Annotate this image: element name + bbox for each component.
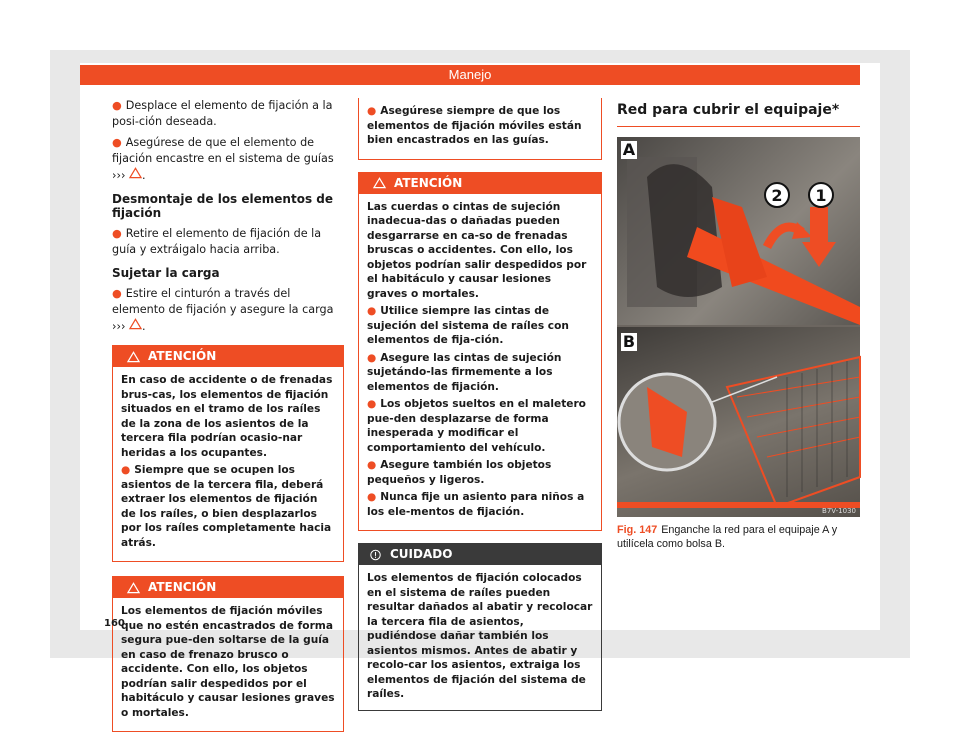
bullet-icon: ● <box>367 459 377 471</box>
page-number: 160 <box>104 618 125 629</box>
column-3 <box>617 98 860 551</box>
bullet-icon: ● <box>112 227 122 240</box>
warning-body: Las cuerdas o cintas de sujeción inadecua-das o dañadas pueden desgarrarse en ca-so de frenadas bruscas o accidentes. Con ello, los objetos podrían salir despedidos por el habitáculo y causar lesiones graves o mortales. ● Utilice siempre las cintas de sujeción del sistema de raíles con elementos de fija-ción. ● Asegure las cintas de sujeción sujetándo-las firmemente a los elementos de fijación. ● Los objetos sueltos en el maletero pue-den desplazarse de forma inesperada y modificar el comportamiento del vehículo. ● Asegure también los objetos pequeños y ligeros. ● Nunca fije un asiento para niños a los ele-mentos de fijación. <box>359 194 601 531</box>
warning-triangle-icon <box>129 318 142 330</box>
warning-continuation <box>358 98 602 160</box>
warning-triangle-icon <box>127 351 140 363</box>
warning-header: ATENCIÓN <box>359 173 601 194</box>
heading-sujetar: Sujetar la carga <box>112 266 220 280</box>
callout-2: 2 <box>771 186 783 205</box>
figure-number: Fig. 147 <box>617 524 658 536</box>
bullet-icon: ● <box>112 99 122 112</box>
bullet-icon: ● <box>112 136 122 149</box>
warning-bullet: ● Asegúrese siempre de que los elementos de fijación móviles están bien encastrados en las guías. <box>367 105 582 146</box>
luggage-net-bag-illustration <box>617 327 860 517</box>
bullet-icon: ● <box>121 464 131 476</box>
figure-panel-b <box>617 327 860 517</box>
bullet-icon: ● <box>367 105 377 117</box>
figure-147 <box>617 137 860 517</box>
bullet-icon: ● <box>367 491 377 503</box>
bullet-icon: ● <box>367 351 377 364</box>
column-2 <box>358 98 602 711</box>
warning-body: Los elementos de fijación móviles que no estén encastrados de forma segura pue-den soltarse de la guía en caso de frenazo brusco o accidente. Con ello, los objetos podrían salir despedidos por el habitáculo y causar lesiones graves o mortales. <box>121 605 335 719</box>
care-body: Los elementos de fijación colocados en el sistema de raíles pueden resultar dañados al abatir y recolocar la tercera fila de asientos, pudiéndose dañar también los asientos mismos. Antes de abatir y recolo-car los asientos, extraiga los elementos de fijación del sistema de raíles. <box>367 572 593 700</box>
warning-triangle-icon <box>129 167 142 179</box>
bullet-paragraph: ● Asegúrese de que el elemento de fijación encastre en el sistema de guías ››› . <box>112 136 334 182</box>
bullet-icon: ● <box>367 398 377 410</box>
info-circle-icon <box>369 549 382 561</box>
warning-box-2 <box>112 576 344 732</box>
warning-header: ATENCIÓN <box>113 346 343 367</box>
care-box <box>358 543 602 711</box>
warning-bullet: ● Asegure también los objetos pequeños y ligeros. <box>367 459 552 486</box>
care-header: CUIDADO <box>359 544 601 565</box>
bullet-paragraph: ● Desplace el elemento de fijación a la posi-ción deseada. <box>112 99 333 128</box>
warning-box-1 <box>112 345 344 562</box>
figure-code: B7V-1030 <box>822 507 856 515</box>
warning-bullet: ● Utilice siempre las cintas de sujeción del sistema de raíles con elementos de fija-ción. <box>367 305 569 346</box>
section-title: Red para cubrir el equipaje* <box>617 98 860 127</box>
warning-header: ATENCIÓN <box>113 577 343 598</box>
warning-bullet: ● Asegure las cintas de sujeción sujetándo-las firmemente a los elementos de fijación. <box>367 351 562 393</box>
figure-label-a: A <box>622 140 636 159</box>
luggage-net-hook-illustration <box>617 137 860 325</box>
bullet-paragraph: ● Retire el elemento de fijación de la guía y extráigalo hacia arriba. <box>112 227 322 256</box>
warning-bullet: ● Siempre que se ocupen los asientos de la tercera fila, deberá extraer los elementos de fijación de los raíles, o bien desplazarlos por los raíles completamente hacia atrás. <box>121 464 332 549</box>
figure-panel-a <box>617 137 860 325</box>
callout-1: 1 <box>815 186 827 205</box>
warning-bullet: ● Nunca fije un asiento para niños a los ele-mentos de fijación. <box>367 491 585 518</box>
column-1 <box>112 98 344 732</box>
figure-caption: Fig. 147 Enganche la red para el equipaje A y utilícela como bolsa B. <box>617 524 838 550</box>
figure-label-b: B <box>622 332 636 351</box>
bullet-paragraph: ● Estire el cinturón a través del elemento de fijación y asegure la carga ››› . <box>112 287 334 333</box>
section-header: Manejo <box>80 65 860 85</box>
bullet-icon: ● <box>112 287 122 300</box>
heading-desmontaje: Desmontaje de los elementos de fijación <box>112 192 333 220</box>
warning-body: En caso de accidente o de frenadas brus-cas, los elementos de fijación situados en el tramo de los raíles de la zona de los asientos de la tercera fila podrían ocasio-nar heridas a los ocupantes. ● Siempre que se ocupen los asientos de la tercera fila, deberá extraer los elementos de fijación de los raíles, o bien desplazarlos por los raíles completamente hacia atrás. <box>113 367 343 561</box>
warning-bullet: ● Los objetos sueltos en el maletero pue-den desplazarse de forma inesperada y modificar el comportamiento del vehículo. <box>367 398 586 454</box>
bullet-icon: ● <box>367 305 377 317</box>
warning-box-3 <box>358 172 602 532</box>
warning-triangle-icon <box>127 582 140 594</box>
warning-triangle-icon <box>373 177 386 189</box>
